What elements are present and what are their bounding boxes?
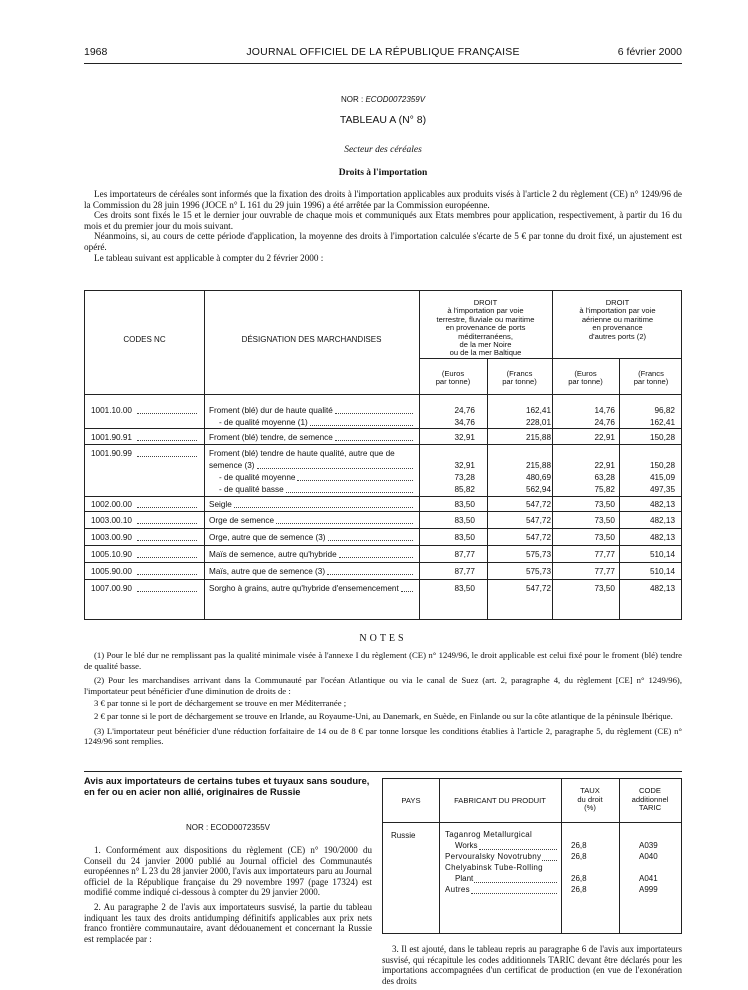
- designation: Orge de semence: [209, 516, 275, 525]
- designation: Seigle: [209, 500, 232, 509]
- droits-title: Droits à l'importation: [338, 168, 428, 178]
- duty-value: 77,77: [594, 567, 615, 576]
- duty-value: 22,91: [594, 461, 615, 470]
- duty-value: 150,28: [649, 433, 675, 442]
- notes: [84, 650, 682, 749]
- designation: - de qualité moyenne: [219, 473, 296, 482]
- intro-paragraph: Néanmoins, si, au cours de cette période d'application, la moyenne des droits à l'importation calculée s'écarte de 5 € par tonne du droit fixé, un ajustement est opéré.: [84, 231, 682, 252]
- duty-value: 22,91: [594, 433, 615, 442]
- duty-value: 562,94: [525, 485, 551, 494]
- taric-code-cell: A040: [639, 852, 658, 861]
- header-line: d'autres ports (2): [588, 331, 647, 341]
- nor-code: ECOD0072359V: [365, 95, 426, 104]
- nc-code: 1007.00.90: [91, 584, 132, 593]
- duty-value: 482,13: [649, 533, 675, 542]
- col-pays-header: PAYS: [401, 796, 421, 805]
- duty-value: 14,76: [594, 406, 615, 415]
- duty-value: 73,28: [454, 473, 475, 482]
- duty-value: 83,50: [454, 516, 475, 525]
- table-row: [85, 417, 683, 428]
- note: 3 € par tonne si le port de déchargement se trouve en mer Méditerranée ;: [94, 698, 347, 709]
- duty-value: 73,50: [594, 500, 615, 509]
- fabricant-cell: Autres: [445, 885, 470, 894]
- fabricant-cell: Works: [455, 841, 478, 850]
- col-droit-autres-ports-header: [552, 299, 683, 341]
- avis-paragraph: 1. Conformément aux dispositions du règlement (CE) n° 190/2000 du Conseil du 24 janvier 2000 publié au Journal officiel des Communautés européennes n° L 23 du 28 janvier 2000, l'avis aux importateurs paru au Journal officiel de la République française du 29 novembre 1997 (page 17324) est modifié comme indiqué ci-dessous à compter du 29 janvier 2000.: [84, 845, 372, 898]
- header-line: terrestre, fluviale ou maritime: [436, 314, 535, 324]
- duty-value: 575,73: [525, 567, 551, 576]
- col-droit-mediterranee-header: [419, 299, 552, 358]
- nc-code: 1005.90.00: [91, 567, 132, 576]
- section-rule: [84, 771, 682, 772]
- duty-value: 510,14: [649, 550, 675, 559]
- fabricant-cell: Taganrog Metallurgical: [445, 830, 533, 839]
- avis-nor: NOR : ECOD0072355V: [185, 823, 271, 832]
- intro-paragraph: Ces droits sont fixés le 15 et le dernier jour ouvrable de chaque mois et communiqués aux Etats membres pour application, respectivement, à partir du 16 du mois et du premier jour du mois suivant.: [84, 210, 682, 231]
- note: (1) Pour le blé dur ne remplissant pas la qualité minimale visée à l'annexe I du règlement (CE) n° 1249/96, le droit applicable est celui fixé pour le froment (blé) tendre de qualité basse.: [84, 650, 682, 671]
- designation: Froment (blé) dur de haute qualité: [209, 406, 333, 415]
- table-row: [85, 460, 683, 471]
- duty-value: 547,72: [525, 516, 551, 525]
- designation: Orge, autre que de semence (3): [209, 533, 326, 542]
- col-taux-header: TAUX du droit (%): [577, 786, 603, 812]
- taux-cell: 26,8: [571, 852, 587, 861]
- duty-value: 83,50: [454, 584, 475, 593]
- nc-code: 1001.90.91: [91, 433, 132, 442]
- duty-value: 24,76: [594, 418, 615, 427]
- unit-euros: (Euros par tonne): [568, 369, 603, 387]
- duty-value: 83,50: [454, 533, 475, 542]
- designation: Maïs de semence, autre qu'hybride: [209, 550, 337, 559]
- duty-value: 83,50: [454, 500, 475, 509]
- taric-code-cell: A999: [639, 885, 658, 894]
- issue-date: 6 février 2000: [617, 46, 682, 58]
- duty-value: 215,88: [525, 433, 551, 442]
- duty-value: 497,35: [649, 485, 675, 494]
- taric-code-cell: A039: [639, 841, 658, 850]
- header-line: aérienne ou maritime: [581, 314, 654, 324]
- duty-value: 575,73: [525, 550, 551, 559]
- duty-value: 87,77: [454, 550, 475, 559]
- table-row: [85, 583, 683, 594]
- table-row: [85, 448, 683, 459]
- designation: - de qualité basse: [219, 485, 284, 494]
- duty-value: 32,91: [454, 433, 475, 442]
- header-rule: [84, 63, 682, 64]
- duty-value: 162,41: [649, 418, 675, 427]
- nc-code: 1002.00.00: [91, 500, 132, 509]
- taric-code-cell: A041: [639, 874, 658, 883]
- duty-value: 228,01: [525, 418, 551, 427]
- duty-value: 482,13: [649, 500, 675, 509]
- designation: Sorgho à grains, autre qu'hybride d'ensemencement: [209, 584, 399, 593]
- duty-value: 96,82: [654, 406, 675, 415]
- table-row: [85, 566, 683, 577]
- duty-value: 547,72: [525, 500, 551, 509]
- duty-value: 547,72: [525, 533, 551, 542]
- col-fabricant-header: FABRICANT DU PRODUIT: [454, 796, 546, 805]
- duty-value: 24,76: [454, 406, 475, 415]
- notes-title: NOTES: [359, 633, 407, 644]
- col-code-taric-header: CODE additionnel TARIC: [631, 786, 669, 812]
- page-header: [84, 46, 682, 62]
- duty-value: 482,13: [649, 516, 675, 525]
- header-line: DROIT: [605, 298, 630, 307]
- nc-code: 1001.90.99: [91, 449, 132, 458]
- nor-label: NOR :: [340, 95, 364, 104]
- nc-code: 1003.00.90: [91, 533, 132, 542]
- duty-value: 77,77: [594, 550, 615, 559]
- duty-value: 547,72: [525, 584, 551, 593]
- note: (3) L'importateur peut bénéficier d'une réduction forfaitaire de 14 ou de 8 € par tonne lorsque les conditions établies à l'article 2, paragraphe 5, du règlement (CE) n° 1249/96 sont remplies.: [84, 725, 682, 747]
- duty-value: 32,91: [454, 461, 475, 470]
- duty-value: 215,88: [525, 461, 551, 470]
- paragraph-3: [382, 944, 682, 986]
- unit-francs: (Francs par tonne): [502, 369, 537, 387]
- header-line: DROIT: [473, 298, 498, 307]
- duty-value: 510,14: [649, 567, 675, 576]
- note: (2) Pour les marchandises arrivant dans la Communauté par l'océan Atlantique ou via le canal de Suez (art. 2, paragraphe 4, du règlement [CE] n° 1249/96), l'importateur peut bénéficier d'une diminution de droits de :: [84, 675, 682, 696]
- duty-value: 87,77: [454, 567, 475, 576]
- paragraph-3-text: 3. Il est ajouté, dans le tableau repris au paragraphe 6 de l'avis aux importateurs susvisé, qui récapitule les codes additionnels TARIC devant être déclarés pour les importations accompagnées d'un certificat de production (en vue de l'exonération des droits: [382, 944, 682, 986]
- designation: - de qualité moyenne (1): [219, 418, 308, 427]
- duty-value: 73,50: [594, 516, 615, 525]
- nc-code: 1001.10.00: [91, 406, 132, 415]
- intro-paragraph: Les importateurs de céréales sont informés que la fixation des droits à l'importation applicables aux produits visés à l'article 2 du règlement (CE) n° 1249/96 de la Commission du 28 juin 1996 (JOCE n° L 161 du 29 juin 1996) a été arrêtée par la Commission européenne.: [84, 189, 682, 210]
- table-row: [85, 499, 683, 510]
- designation: Maïs, autre que de semence (3): [209, 567, 326, 576]
- header-line: de la mer Noire: [459, 340, 512, 350]
- duty-value: 73,50: [594, 533, 615, 542]
- duty-value: 73,50: [594, 584, 615, 593]
- antidumping-table: [382, 778, 682, 934]
- duty-value: 75,82: [594, 485, 615, 494]
- duty-value: 150,28: [649, 461, 675, 470]
- avis-title: Avis aux importateurs de certains tubes et tuyaux sans soudure, en fer ou en acier non allié, originaires de Russie: [84, 776, 370, 797]
- taux-cell: 26,8: [571, 841, 587, 850]
- duty-value: 85,82: [454, 485, 475, 494]
- avis-text: [84, 845, 372, 948]
- page-number: 1968: [84, 46, 108, 58]
- avis-paragraph: 2. Au paragraphe 2 de l'avis aux importateurs susvisé, la partie du tableau indiquant les taux des droits antidumping définitifs applicables aux prix nets franco frontière communautaire, avant dédouanement et concernant la Russie est remplacée par :: [84, 901, 372, 944]
- nc-code: 1003.00.10: [91, 516, 132, 525]
- col-codes-header: CODES NC: [123, 335, 166, 344]
- header-line: en provenance de ports: [445, 323, 526, 333]
- unit-francs: (Francs par tonne): [633, 369, 669, 387]
- designation: Froment (blé) tendre de haute qualité, autre que de: [209, 449, 395, 458]
- country-cell: Russie: [391, 831, 416, 840]
- header-line: à l'importation par voie: [447, 306, 524, 316]
- intro-text: [84, 189, 682, 263]
- designation: Froment (blé) tendre, de semence: [209, 433, 333, 442]
- fabricant-cell: Plant: [455, 874, 474, 883]
- unit-euros: (Euros par tonne): [435, 369, 471, 387]
- secteur-title: Secteur des céréales: [344, 145, 422, 155]
- note: 2 € par tonne si le port de déchargement se trouve en Irlande, au Royaume-Uni, au Danemark, en Suède, en Finlande ou sur la côte atlantique de la péninsule Ibérique.: [94, 710, 673, 721]
- droits-table: [84, 290, 682, 620]
- table-row: [85, 484, 683, 495]
- table-row: [85, 432, 683, 443]
- taux-cell: 26,8: [571, 874, 587, 883]
- tableau-title: TABLEAU A (N° 8): [339, 114, 427, 126]
- nor-reference: [84, 95, 682, 104]
- duty-value: 482,13: [649, 584, 675, 593]
- duty-value: 34,76: [454, 418, 475, 427]
- header-line: en provenance: [592, 323, 643, 333]
- table-row: [85, 515, 683, 526]
- table-body: [85, 395, 681, 619]
- table-row: [85, 549, 683, 560]
- table-header: [85, 291, 681, 395]
- journal-title: JOURNAL OFFICIEL DE LA RÉPUBLIQUE FRANÇAISE: [246, 46, 520, 58]
- taux-cell: 26,8: [571, 885, 587, 894]
- fabricant-cell: Pervouralsky Novotrubny: [445, 852, 542, 861]
- duty-value: 415,09: [649, 473, 675, 482]
- nc-code: 1005.10.90: [91, 550, 132, 559]
- duty-value: 162,41: [525, 406, 551, 415]
- fabricant-cell: Chelyabinsk Tube-Rolling: [445, 863, 543, 872]
- table-row: [85, 405, 683, 416]
- header-line: ou de la mer Baltique: [449, 348, 522, 358]
- header-line: méditerranéens,: [458, 331, 513, 341]
- col-designation-header: DÉSIGNATION DES MARCHANDISES: [241, 335, 382, 344]
- table-row: [85, 532, 683, 543]
- intro-paragraph: Le tableau suivant est applicable à compter du 2 février 2000 :: [94, 252, 324, 263]
- header-line: à l'importation par voie: [579, 306, 656, 316]
- designation: semence (3): [209, 461, 255, 470]
- duty-value: 63,28: [594, 473, 615, 482]
- table-row: [85, 472, 683, 483]
- duty-value: 480,69: [525, 473, 551, 482]
